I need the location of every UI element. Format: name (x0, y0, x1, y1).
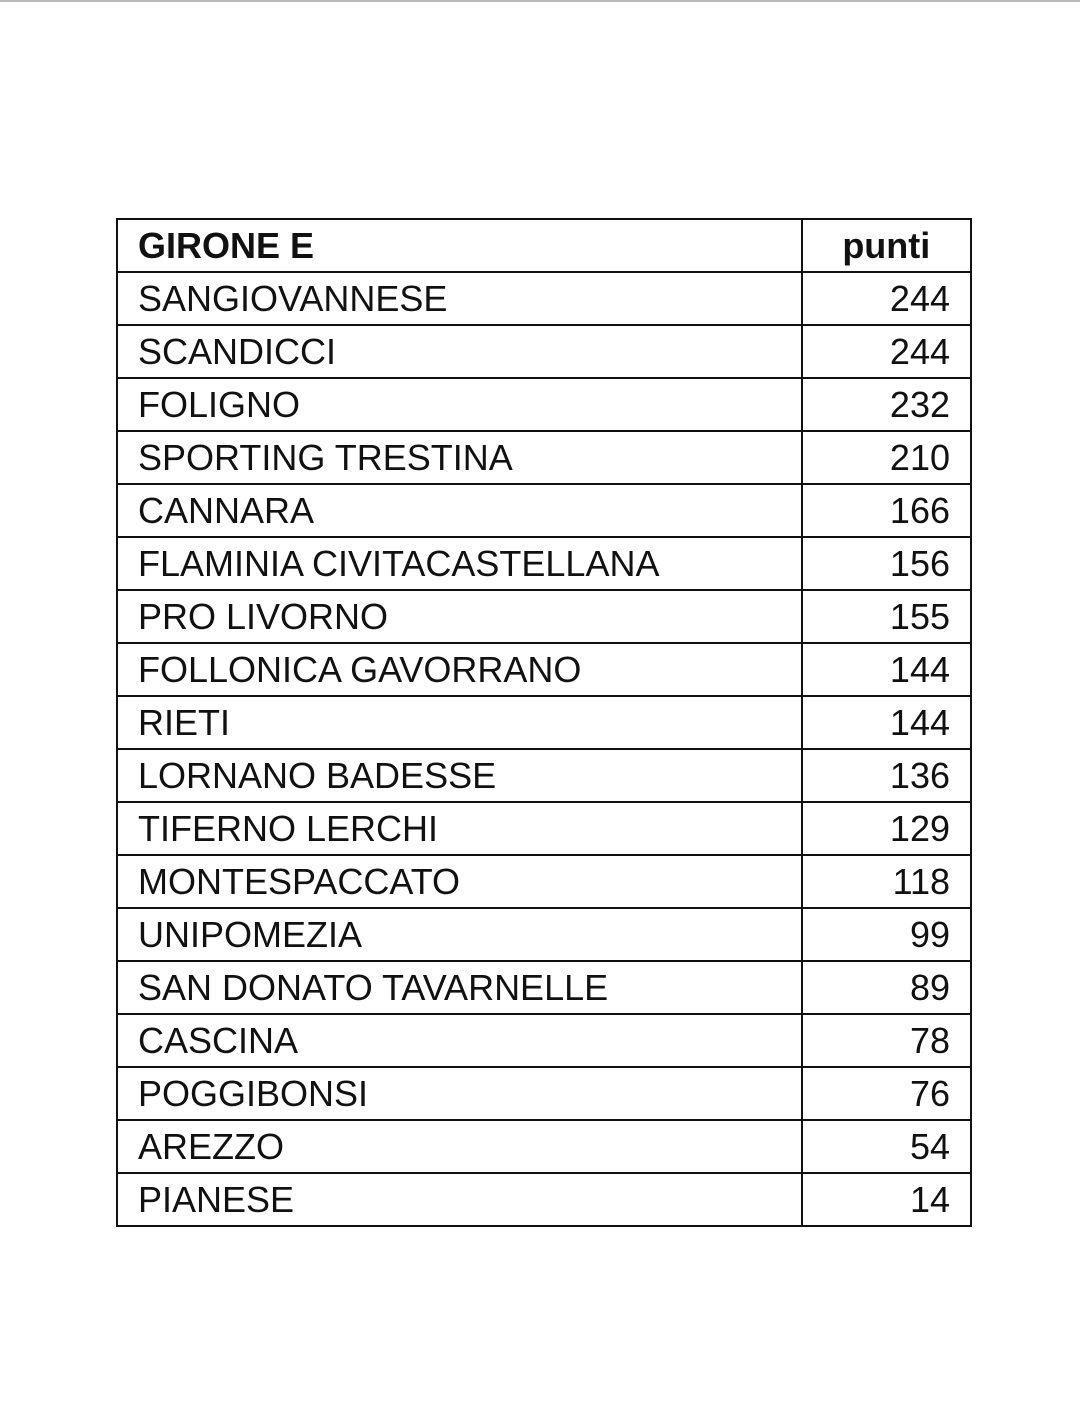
team-name: SPORTING TRESTINA (117, 431, 802, 484)
team-points: 118 (802, 855, 971, 908)
team-points: 54 (802, 1120, 971, 1173)
team-name: FOLLONICA GAVORRANO (117, 643, 802, 696)
team-points: 76 (802, 1067, 971, 1120)
table-row (117, 378, 971, 431)
team-points: 129 (802, 802, 971, 855)
table-row (117, 802, 971, 855)
team-name: PIANESE (117, 1173, 802, 1226)
table-row (117, 484, 971, 537)
table-row (117, 1173, 971, 1226)
team-points: 99 (802, 908, 971, 961)
table-header-row (117, 219, 971, 272)
team-name: MONTESPACCATO (117, 855, 802, 908)
team-name: SAN DONATO TAVARNELLE (117, 961, 802, 1014)
table-row (117, 855, 971, 908)
group-header: GIRONE E (117, 219, 802, 272)
table-row (117, 590, 971, 643)
team-name: LORNANO BADESSE (117, 749, 802, 802)
table-row (117, 696, 971, 749)
table-row (117, 1067, 971, 1120)
team-points: 136 (802, 749, 971, 802)
points-header: punti (802, 219, 971, 272)
team-name: AREZZO (117, 1120, 802, 1173)
table-row (117, 749, 971, 802)
team-name: FLAMINIA CIVITACASTELLANA (117, 537, 802, 590)
table-row (117, 537, 971, 590)
table-row (117, 1120, 971, 1173)
team-name: CANNARA (117, 484, 802, 537)
table-row (117, 325, 971, 378)
team-name: UNIPOMEZIA (117, 908, 802, 961)
table-row (117, 908, 971, 961)
team-points: 155 (802, 590, 971, 643)
table-row (117, 961, 971, 1014)
team-points: 166 (802, 484, 971, 537)
team-points: 14 (802, 1173, 971, 1226)
team-points: 156 (802, 537, 971, 590)
team-points: 210 (802, 431, 971, 484)
team-name: SANGIOVANNESE (117, 272, 802, 325)
team-name: TIFERNO LERCHI (117, 802, 802, 855)
standings-table (116, 218, 972, 1227)
team-points: 232 (802, 378, 971, 431)
team-points: 89 (802, 961, 971, 1014)
team-points: 244 (802, 325, 971, 378)
table-row (117, 431, 971, 484)
team-points: 244 (802, 272, 971, 325)
table-row (117, 272, 971, 325)
team-name: PRO LIVORNO (117, 590, 802, 643)
team-points: 78 (802, 1014, 971, 1067)
team-name: CASCINA (117, 1014, 802, 1067)
team-name: RIETI (117, 696, 802, 749)
team-name: SCANDICCI (117, 325, 802, 378)
team-points: 144 (802, 643, 971, 696)
page-top-divider (0, 0, 1080, 2)
team-name: POGGIBONSI (117, 1067, 802, 1120)
team-name: FOLIGNO (117, 378, 802, 431)
team-points: 144 (802, 696, 971, 749)
table-row (117, 1014, 971, 1067)
table-row (117, 643, 971, 696)
